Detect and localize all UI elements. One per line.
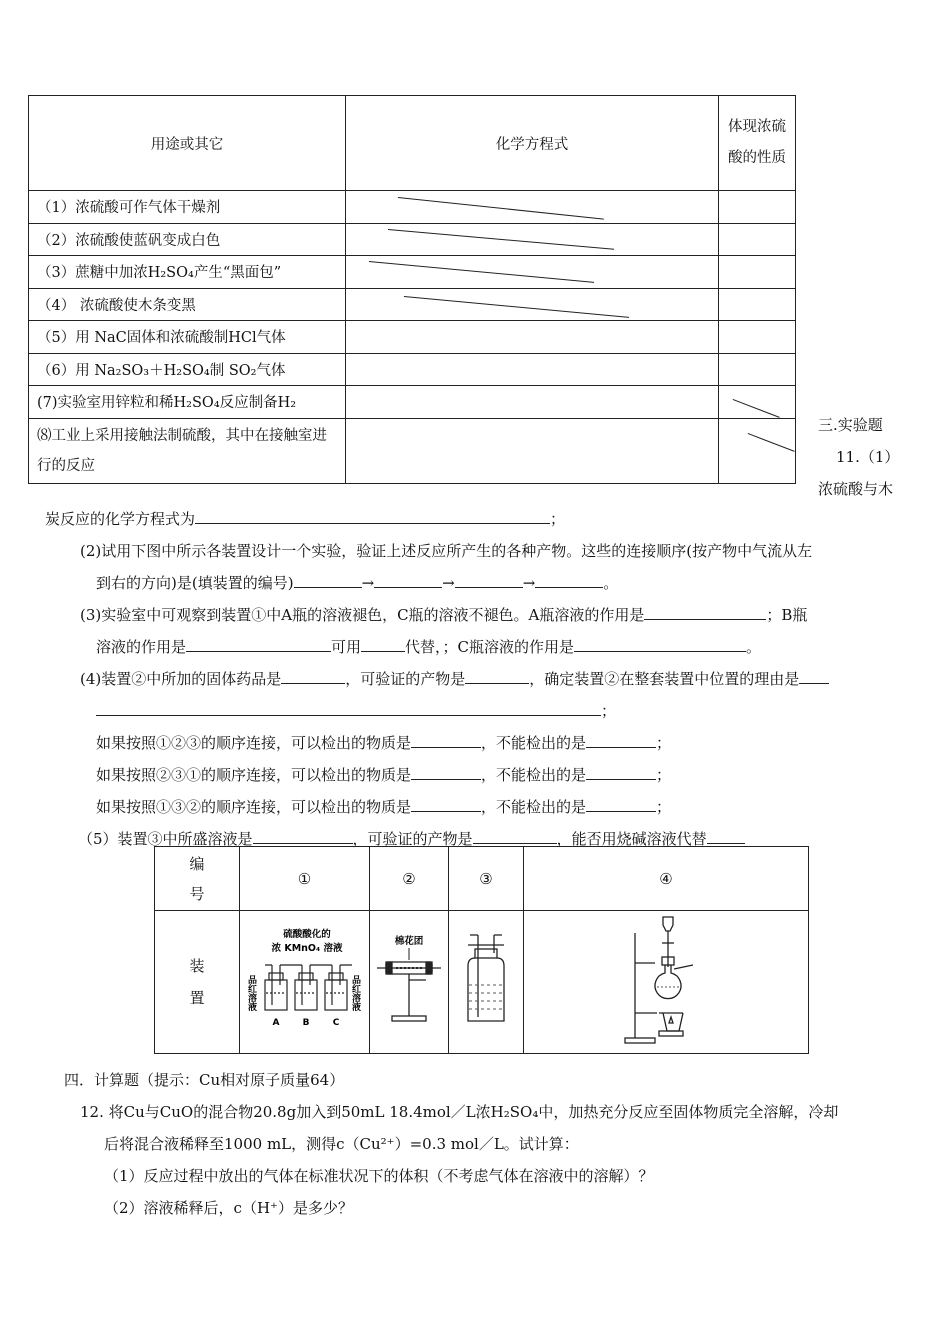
- answer-blank[interactable]: [361, 633, 405, 652]
- apparatus-table: [154, 846, 809, 1054]
- q11-number: 11.（1）: [836, 448, 900, 466]
- gas-bottle-diagram: [456, 925, 516, 1035]
- device-2: [370, 911, 449, 1054]
- answer-blank[interactable]: [455, 569, 523, 588]
- answer-blank[interactable]: [586, 793, 656, 812]
- table-row-label: （3）蔗糖中加浓H₂SO₄产生“黑面包”: [29, 256, 346, 289]
- answer-blank[interactable]: [574, 633, 746, 652]
- answer-blank[interactable]: [586, 761, 656, 780]
- answer-blank[interactable]: [473, 825, 557, 844]
- q12-line1: 12. 将Cu与CuO的混合物20.8g加入到50mL 18.4mol／L浓H₂SO₄中，加热充分反应至固体物质完全溶解，冷却: [80, 1103, 839, 1121]
- answer-blank[interactable]: [294, 569, 362, 588]
- answer-blank[interactable]: [253, 825, 353, 844]
- q11-p2a: (2)试用下图中所示各装置设计一个实验，验证上述反应所产生的各种产物。这些的连接顺序(按产物中气流从左: [80, 542, 813, 560]
- table-row-label: (7)实验室用锌粒和稀H₂SO₄反应制备H₂: [29, 386, 346, 419]
- q12-part1: （1）反应过程中放出的气体在标准状况下的体积（不考虑气体在溶液中的溶解）？: [104, 1167, 654, 1185]
- answer-blank[interactable]: [707, 825, 745, 844]
- table-row-label: （1）浓硫酸可作气体干燥剂: [29, 191, 346, 224]
- device1-title2: 浓 KMnO₄ 溶液: [271, 943, 342, 954]
- answer-blank[interactable]: [411, 729, 481, 748]
- device-1: [240, 911, 370, 1054]
- answer-blank[interactable]: [281, 665, 345, 684]
- bottle-C-label: C: [332, 1018, 339, 1028]
- wash-bottles-diagram: [245, 925, 365, 1035]
- table-row-label: （4） 浓硫酸使木条变黑: [29, 288, 346, 321]
- q11-p2b: 到右的方向)是(填装置的编号) → → → 。: [96, 567, 618, 599]
- device-number: ①: [240, 847, 370, 911]
- answer-blank[interactable]: [644, 601, 766, 620]
- answer-blank[interactable]: [535, 569, 603, 588]
- answer-blank[interactable]: [96, 697, 601, 716]
- table-row-label: ⑻工业上采用接触法制硫酸，其中在接触室进行的反应: [29, 418, 346, 483]
- section4-title: 四．计算题（提示：Cu相对原子质量64）: [64, 1071, 345, 1089]
- q11-order3: 如果按照①③②的顺序连接，可以检出的物质是 ，不能检出的是 ；: [96, 791, 671, 823]
- bottle-A-label: A: [272, 1018, 279, 1028]
- device1-left-label: 品红溶液: [245, 975, 256, 1011]
- q11-p1: 炭反应的化学方程式为 ；: [45, 503, 565, 535]
- q11-p4a: (4)装置②中所加的固体药品是 ，可验证的产物是 ，确定装置②在整套装置中位置的理由是: [80, 663, 829, 695]
- section3-title: 三.实验题: [818, 416, 883, 434]
- answer-blank[interactable]: [411, 793, 481, 812]
- q11-p4b: ；: [96, 695, 616, 727]
- q12-part2: （2）溶液稀释后，c（H⁺）是多少？: [104, 1199, 353, 1217]
- header-property: 体现浓硫酸的性质: [719, 96, 796, 191]
- row-label-device: 装置: [155, 911, 240, 1054]
- q11-start: 浓硫酸与木: [818, 480, 894, 498]
- table-row-label: （6）用 Na₂SO₃＋H₂SO₄制 SO₂气体: [29, 353, 346, 386]
- generator-flask-diagram: [621, 913, 711, 1048]
- table-row-label: （2）浓硫酸使蓝矾变成白色: [29, 223, 346, 256]
- drying-tube-diagram: [374, 930, 444, 1030]
- q12-line2: 后将混合液稀释至1000 mL，测得c（Cu²⁺）=0.3 mol／L。试计算：: [104, 1135, 579, 1153]
- answer-blank[interactable]: [586, 729, 656, 748]
- q11-p3a: (3)实验室中可观察到装置①中A瓶的溶液褪色，C瓶的溶液不褪色。A瓶溶液的作用是 ；B瓶: [80, 599, 807, 631]
- header-equation: 化学方程式: [346, 96, 719, 191]
- bottle-B-label: B: [302, 1018, 309, 1028]
- bottle-C: [325, 965, 347, 1010]
- header-use: 用途或其它: [29, 96, 346, 191]
- device2-label: 棉花团: [394, 936, 424, 947]
- table-row-label: （5）用 NaC固体和浓硫酸制HCl气体: [29, 321, 346, 354]
- q11-order1: 如果按照①②③的顺序连接，可以检出的物质是 ，不能检出的是 ；: [96, 727, 671, 759]
- answer-blank[interactable]: [374, 569, 442, 588]
- device-number: ④: [524, 847, 809, 911]
- row-label-number: 编号: [155, 847, 240, 911]
- device-number: ③: [449, 847, 524, 911]
- answer-blank[interactable]: [195, 505, 550, 524]
- q11-p5: （5）装置③中所盛溶液是 ，可验证的产物是 ，能否用烧碱溶液代替: [78, 823, 745, 855]
- device1-right-label: 品红溶液: [349, 975, 360, 1011]
- bottle-B: [295, 965, 317, 1010]
- properties-table: [28, 95, 796, 484]
- answer-blank[interactable]: [186, 633, 331, 652]
- answer-blank[interactable]: [465, 665, 529, 684]
- bottle-A: [265, 965, 287, 1010]
- q11-order2: 如果按照②③①的顺序连接，可以检出的物质是 ，不能检出的是 ；: [96, 759, 671, 791]
- device-3: [449, 911, 524, 1054]
- answer-blank[interactable]: [411, 761, 481, 780]
- device-4: [524, 911, 809, 1054]
- answer-blank[interactable]: [799, 665, 829, 684]
- device1-title1: 硫酸酸化的: [282, 929, 331, 940]
- device-number: ②: [370, 847, 449, 911]
- q11-p3b: 溶液的作用是 可用 代替，；C瓶溶液的作用是 。: [96, 631, 761, 663]
